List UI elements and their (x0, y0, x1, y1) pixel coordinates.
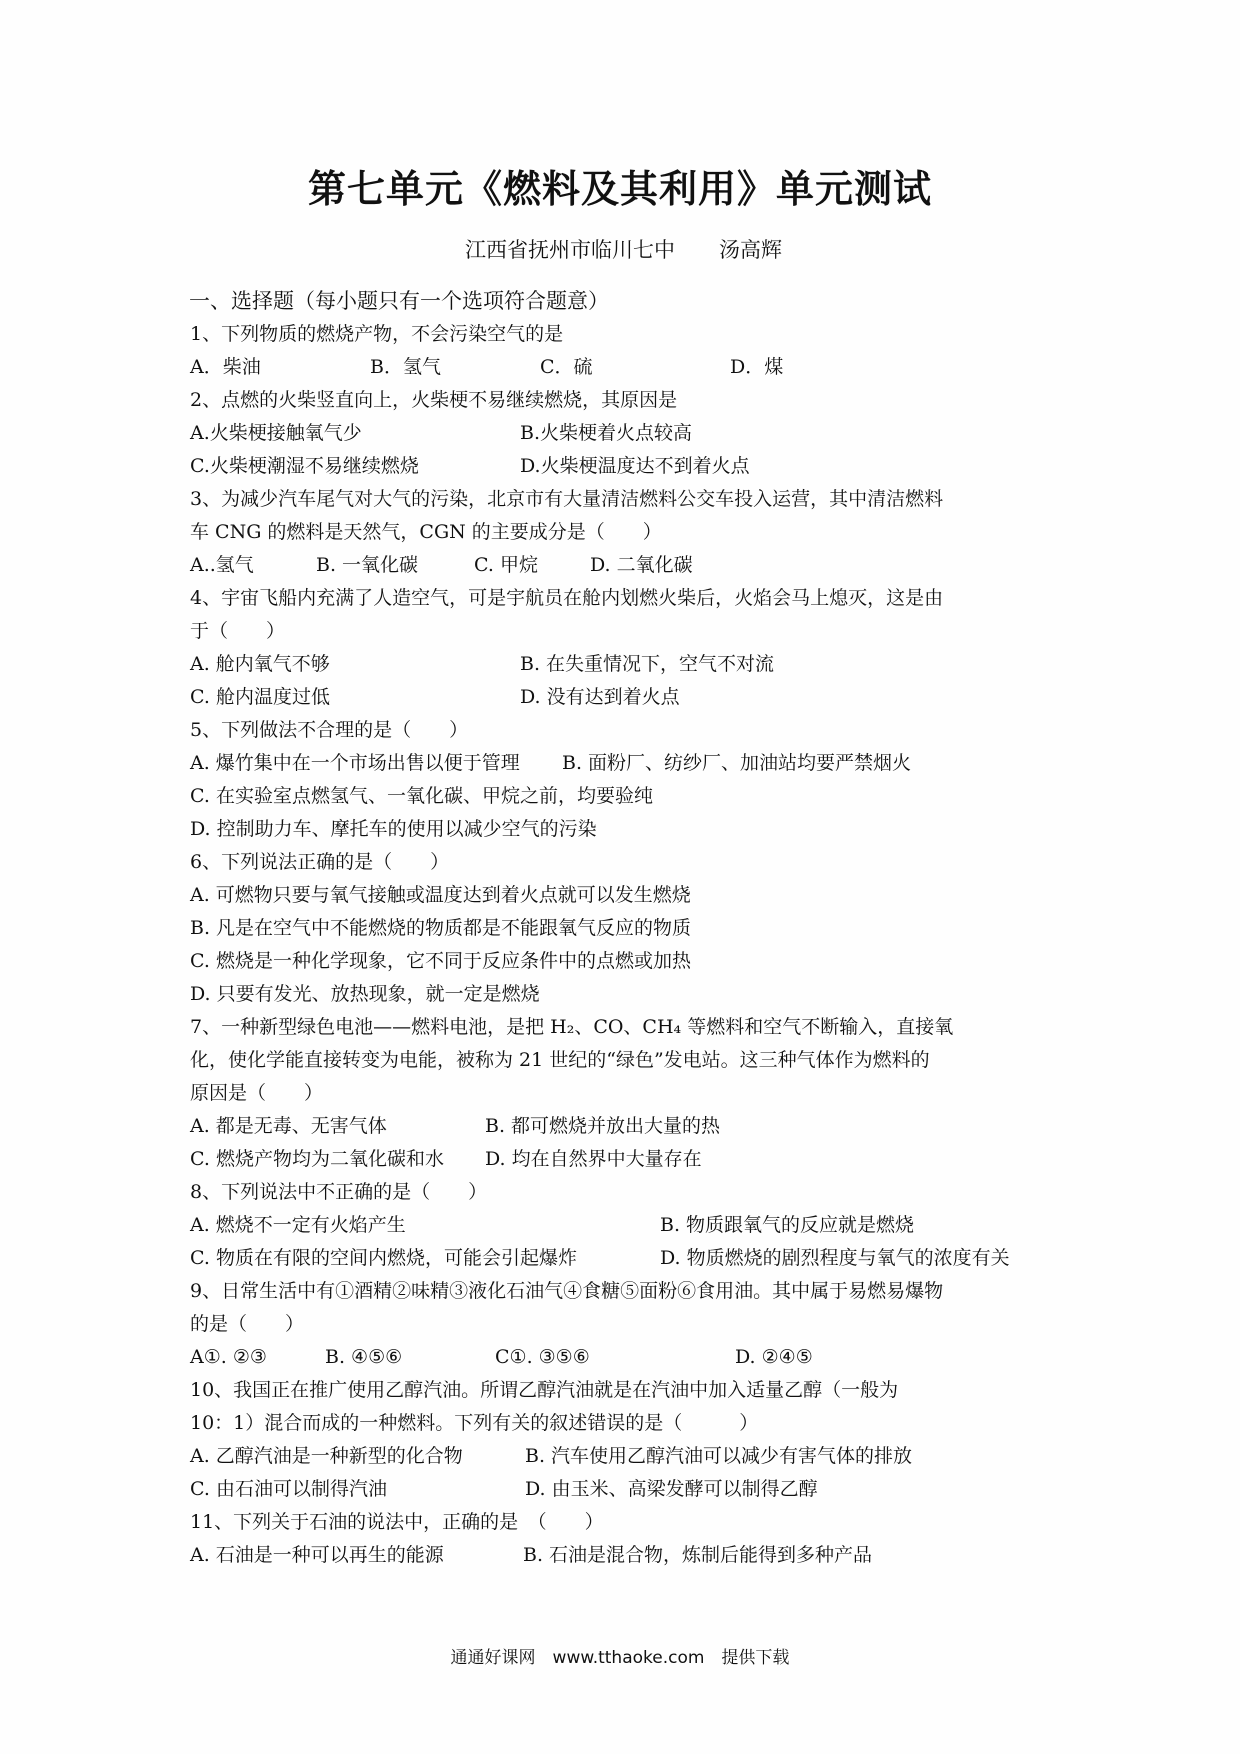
question-stem-line: 于（ ） (190, 620, 286, 642)
option: A. 都是无毒、无害气体 (190, 1115, 387, 1137)
option-row (190, 1110, 1060, 1143)
option: A①. ②③ (190, 1346, 267, 1368)
option-row (190, 945, 1060, 978)
option: D.火柴梗温度达不到着火点 (520, 455, 750, 477)
question-list (190, 318, 1060, 1572)
footer: 通通好课网 www.tthaoke.com 提供下载 (450, 1648, 790, 1668)
option-row (190, 1440, 1060, 1473)
question (190, 1506, 1060, 1572)
question-stem-line: 1、下列物质的燃烧产物，不会污染空气的是 (190, 323, 564, 345)
author-line (465, 234, 782, 264)
option: B. ④⑤⑥ (325, 1346, 403, 1368)
option: D. 均在自然界中大量存在 (485, 1148, 702, 1170)
option-row (190, 351, 1060, 384)
option: B. 面粉厂、纺纱厂、加油站均要严禁烟火 (562, 752, 912, 774)
option: D. 只要有发光、放热现象，就一定是燃烧 (190, 983, 540, 1005)
option-row (190, 879, 1060, 912)
question (190, 1176, 1060, 1275)
section-heading: 一、选择题（每小题只有一个选项符合题意） (189, 289, 609, 313)
option: C. 由石油可以制得汽油 (190, 1478, 387, 1500)
option-row (190, 1341, 1060, 1374)
option: A.火柴梗接触氧气少 (190, 422, 362, 444)
option: B. 物质跟氧气的反应就是燃烧 (660, 1214, 915, 1236)
question-stem-line: 9、日常生活中有①酒精②味精③液化石油气④食糖⑤面粉⑥食用油。其中属于易燃易爆物 (190, 1280, 944, 1302)
option: D. 二氧化碳 (590, 554, 693, 576)
option-row (190, 681, 1060, 714)
option: C①. ③⑤⑥ (495, 1346, 590, 1368)
option: C. 物质在有限的空间内燃烧，可能会引起爆炸 (190, 1247, 577, 1269)
author-school: 江西省抚州市临川七中 (465, 238, 675, 262)
option-row (190, 1539, 1060, 1572)
question (190, 846, 1060, 1011)
option: A. 可燃物只要与氧气接触或温度达到着火点就可以发生燃烧 (190, 884, 691, 906)
option: B. 石油是混合物，炼制后能得到多种产品 (523, 1544, 873, 1566)
option: D. 没有达到着火点 (520, 686, 680, 708)
option: D. 物质燃烧的剧烈程度与氧气的浓度有关 (660, 1247, 1010, 1269)
question-stem-line: 车 CNG 的燃料是天然气，CGN 的主要成分是（ ） (190, 521, 662, 543)
question (190, 318, 1060, 384)
question (190, 384, 1060, 483)
question (190, 582, 1060, 714)
option: C.火柴梗潮湿不易继续燃烧 (190, 455, 419, 477)
option: B. 汽车使用乙醇汽油可以减少有害气体的排放 (525, 1445, 913, 1467)
option: A. 舱内氧气不够 (190, 653, 330, 675)
option-row (190, 1209, 1060, 1242)
option-row (190, 417, 1060, 450)
option: D. ②④⑤ (735, 1346, 813, 1368)
option: A．柴油 (190, 356, 261, 378)
option: B. 在失重情况下，空气不对流 (520, 653, 775, 675)
option-row (190, 912, 1060, 945)
question (190, 1374, 1060, 1506)
option-row (190, 813, 1060, 846)
option-row (190, 1242, 1060, 1275)
question-stem-line: 8、下列说法中不正确的是（ ） (190, 1181, 488, 1203)
option-row (190, 450, 1060, 483)
question-stem-line: 11、下列关于石油的说法中，正确的是 （ ） (190, 1511, 604, 1533)
option: D. 控制助力车、摩托车的使用以减少空气的污染 (190, 818, 597, 840)
question (190, 1275, 1060, 1374)
option-row (190, 747, 1060, 780)
question-stem-line: 2、点燃的火柴竖直向上，火柴梗不易继续燃烧，其原因是 (190, 389, 678, 411)
question-stem-line: 7、一种新型绿色电池——燃料电池，是把 H₂、CO、CH₄ 等燃料和空气不断输入，直接氧 (190, 1016, 954, 1038)
option-row (190, 780, 1060, 813)
question-stem-line: 10、我国正在推广使用乙醇汽油。所谓乙醇汽油就是在汽油中加入适量乙醇（一般为 (190, 1379, 899, 1401)
option: C. 燃烧是一种化学现象，它不同于反应条件中的点燃或加热 (190, 950, 691, 972)
option: B．氢气 (370, 356, 441, 378)
option: B. 凡是在空气中不能燃烧的物质都是不能跟氧气反应的物质 (190, 917, 692, 939)
question-stem-line: 的是（ ） (190, 1313, 305, 1335)
option: C. 在实验室点燃氢气、一氧化碳、甲烷之前，均要验纯 (190, 785, 653, 807)
question (190, 714, 1060, 846)
question-stem-line: 5、下列做法不合理的是（ ） (190, 719, 469, 741)
question-stem-line: 10：1）混合而成的一种燃料。下列有关的叙述错误的是（ ） (190, 1412, 759, 1434)
question (190, 483, 1060, 582)
option-row (190, 978, 1060, 1011)
option: A. 石油是一种可以再生的能源 (190, 1544, 444, 1566)
question-stem-line: 6、下列说法正确的是（ ） (190, 851, 450, 873)
page-title: 第七单元《燃料及其利用》单元测试 (307, 167, 932, 211)
option: D. 由玉米、高梁发酵可以制得乙醇 (525, 1478, 818, 1500)
question-stem-line: 化，使化学能直接转变为电能，被称为 21 世纪的“绿色”发电站。这三种气体作为燃料的 (190, 1049, 930, 1071)
option-row (190, 549, 1060, 582)
author-name: 汤高辉 (719, 238, 782, 262)
question-stem-line: 3、为减少汽车尾气对大气的污染，北京市有大量清洁燃料公交车投入运营，其中清洁燃料 (190, 488, 944, 510)
option: C. 甲烷 (474, 554, 538, 576)
question-stem-line: 原因是（ ） (190, 1082, 324, 1104)
option: A. 爆竹集中在一个市场出售以便于管理 (190, 752, 520, 774)
option: B. 都可燃烧并放出大量的热 (485, 1115, 721, 1137)
question-stem-line: 4、宇宙飞船内充满了人造空气，可是宇航员在舱内划燃火柴后，火焰会马上熄灭，这是由 (190, 587, 944, 609)
option: C. 燃烧产物均为二氧化碳和水 (190, 1148, 444, 1170)
option-row (190, 1473, 1060, 1506)
option: D．煤 (730, 356, 784, 378)
option-row (190, 648, 1060, 681)
option: A. 燃烧不一定有火焰产生 (190, 1214, 406, 1236)
option: B.火柴梗着火点较高 (520, 422, 693, 444)
question (190, 1011, 1060, 1176)
option: B. 一氧化碳 (316, 554, 419, 576)
option: C．硫 (540, 356, 593, 378)
option: A. 乙醇汽油是一种新型的化合物 (190, 1445, 463, 1467)
option-row (190, 1143, 1060, 1176)
option: A..氢气 (190, 554, 254, 576)
option: C. 舱内温度过低 (190, 686, 330, 708)
